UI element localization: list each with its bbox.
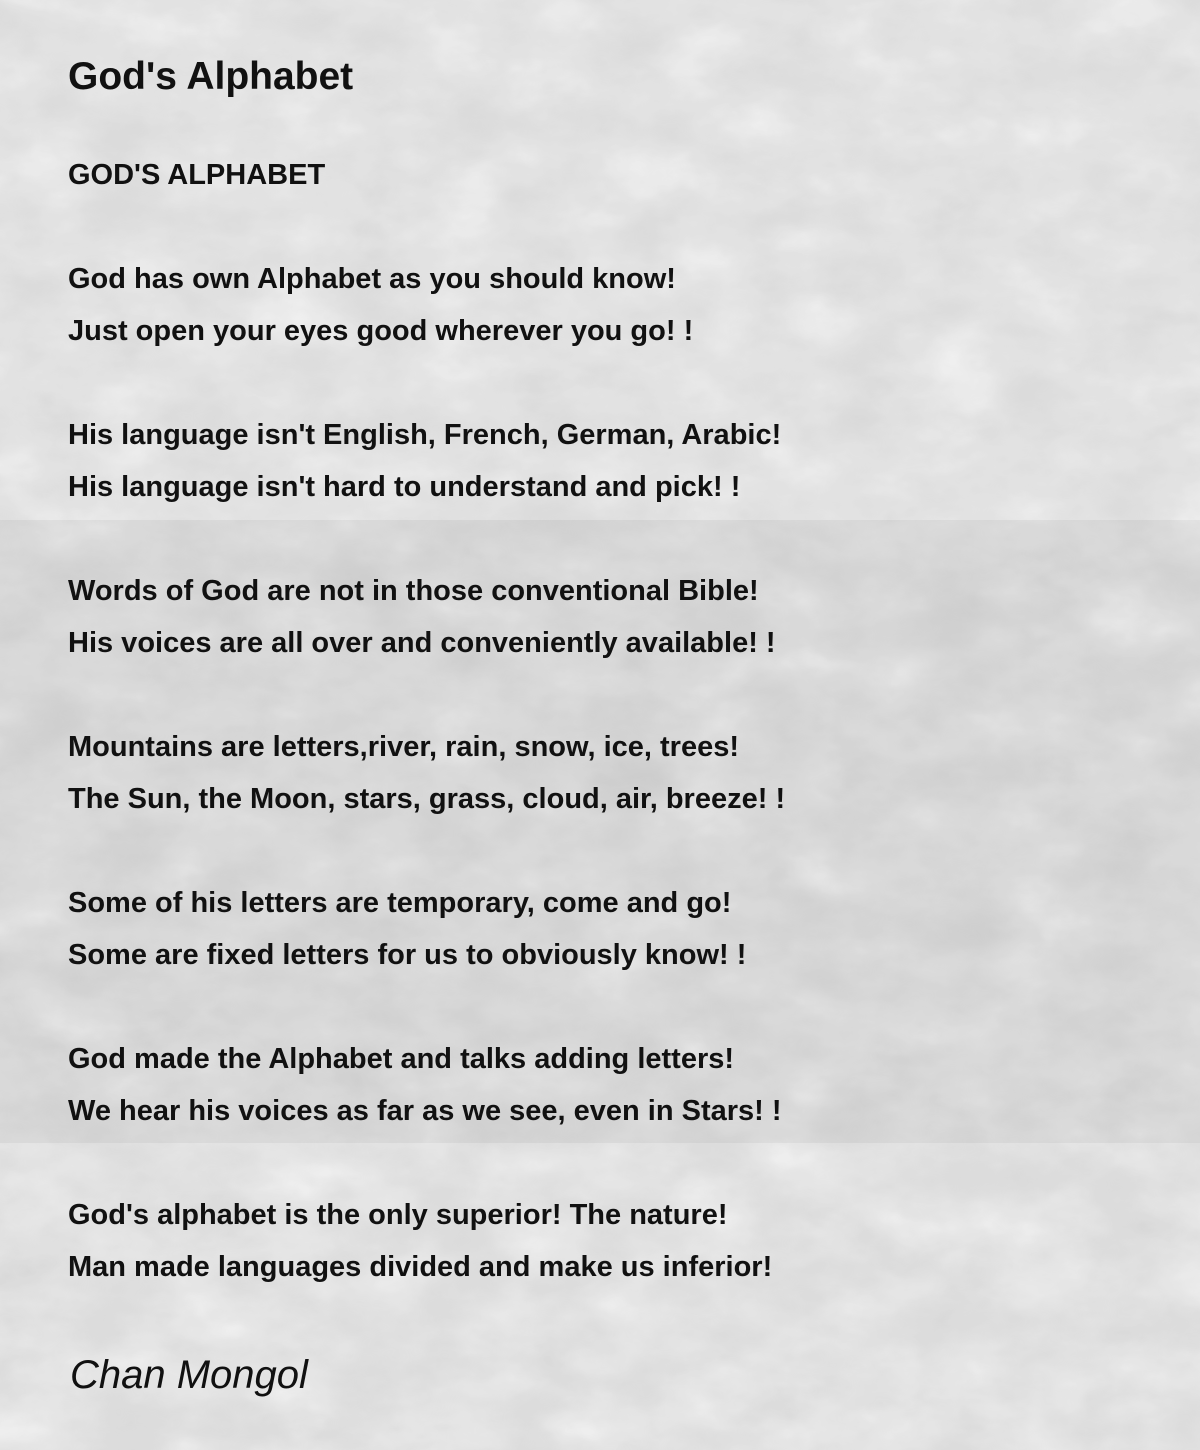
poem-line-12: We hear his voices as far as we see, even in Stars! ! — [68, 1095, 782, 1127]
poem-heading: GOD'S ALPHABET — [68, 159, 326, 191]
poem-line-9: Some of his letters are temporary, come and go! — [68, 887, 732, 919]
poem-line-6: His voices are all over and conveniently available! ! — [68, 627, 776, 659]
poem-line-13: God's alphabet is the only superior! The nature! — [68, 1199, 728, 1231]
poem-line-8: The Sun, the Moon, stars, grass, cloud, air, breeze! ! — [68, 783, 786, 815]
poem-line-4: His language isn't hard to understand and pick! ! — [68, 471, 741, 503]
poem-line-11: God made the Alphabet and talks adding letters! — [68, 1043, 735, 1075]
poem-line-2: Just open your eyes good wherever you go! ! — [68, 315, 694, 347]
poem-author: Chan Mongol — [70, 1353, 308, 1397]
poem-title: God's Alphabet — [68, 55, 354, 98]
poem-line-3: His language isn't English, French, German, Arabic! — [68, 419, 782, 451]
poem-line-10: Some are fixed letters for us to obviously know! ! — [68, 939, 747, 971]
poem-line-14: Man made languages divided and make us inferior! — [68, 1251, 773, 1283]
poem-line-7: Mountains are letters,river, rain, snow, ice, trees! — [68, 731, 740, 763]
poem-line-5: Words of God are not in those conventional Bible! — [68, 575, 759, 607]
poem-line-1: God has own Alphabet as you should know! — [68, 263, 676, 295]
